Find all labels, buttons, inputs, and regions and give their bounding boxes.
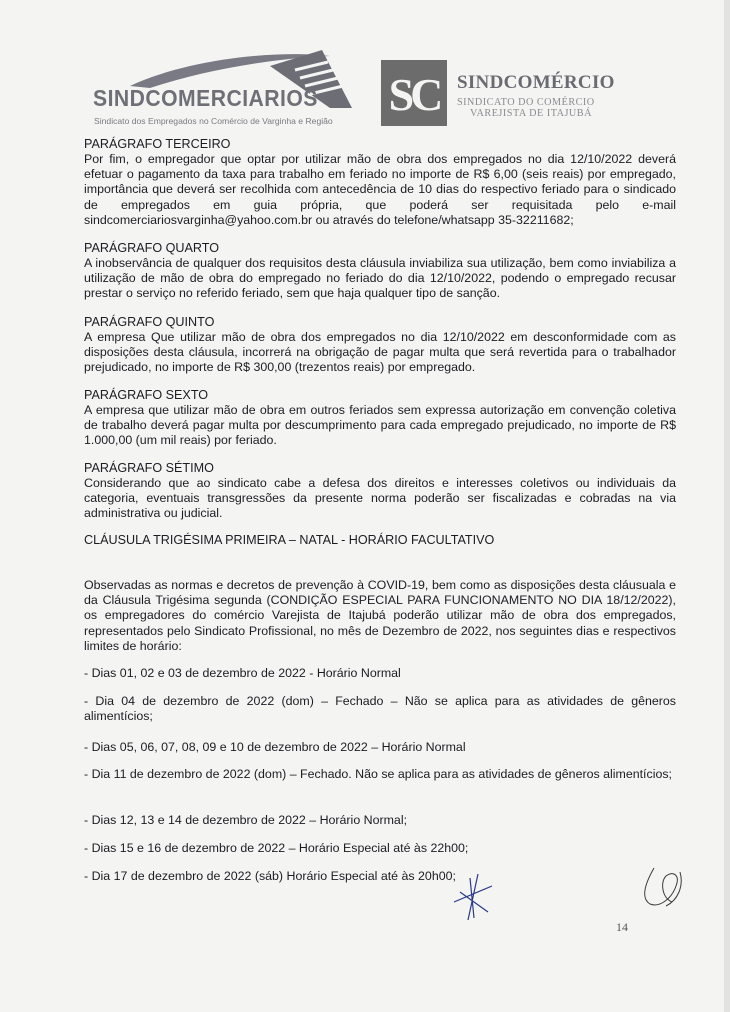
section-heading: PARÁGRAFO SÉTIMO [84, 461, 214, 475]
clause-body: Observadas as normas e decretos de prevenção à COVID-19, bem como as disposições desta cláusuala e da Cláusula Trigésima segunda (CONDIÇÃO ESPECIAL PARA FUNCIONAMENTO NO DIA 18/12/2022), os empregadores do comércio Varejista de Itajubá poderão utilizar mão de obra dos empregados, representados pelo Sindicato Profissional, no mês de Dezembro de 2022, nos seguintes dias e respectivos limites de horário: [84, 578, 676, 653]
schedule-item: - Dia 17 de dezembro de 2022 (sáb) Horário Especial até às 20h00; [84, 869, 456, 883]
section-body: A inobservância de qualquer dos requisitos desta cláusula inviabiliza sua utilização, bem como inviabiliza a utilização de mão de obra do empregado no feriado do dia 12/10/2022, podendo o empregado recusar prestar o serviço no referido feriado, sem que haja qualquer tipo de sanção. [84, 256, 676, 301]
schedule-item: - Dia 04 de dezembro de 2022 (dom) – Fechado – Não se aplica para as atividades de gêneros alimentícios; [84, 694, 676, 724]
schedule-item: - Dias 01, 02 e 03 de dezembro de 2022 - Horário Normal [84, 666, 401, 680]
section-body: A empresa que utilizar mão de obra em outros feriados sem expressa autorização em convenção coletiva de trabalho deverá pagar multa por descumprimento para cada empregado prejudicado, no importe de R$ 1.000,00 (um mil reais) por feriado. [84, 403, 676, 448]
left-logo-subtitle: Sindicato dos Empregados no Comércio de Varginha e Região [94, 116, 333, 126]
section-heading: PARÁGRAFO QUARTO [84, 241, 220, 255]
left-logo-name: SINDCOMERCIARIOS [93, 85, 318, 111]
section-body: Considerando que ao sindicato cabe a defesa dos direitos e interesses coletivos ou individuais da categoria, eventuais transgressões da presente norma poderão ser fiscalizadas e cobradas na via administrativa ou judicial. [84, 476, 676, 521]
right-logo-title: SINDCOMÉRCIO [457, 72, 615, 93]
section-heading: PARÁGRAFO TERCEIRO [84, 137, 231, 151]
initials-signature [636, 862, 690, 912]
section-body: A empresa Que utilizar mão de obra dos empregados no dia 12/10/2022 em desconformidade com as disposições desta cláusula, incorrerá na obrigação de pagar multa que será revertida para o trabalhador prejudicado, no importe de R$ 300,00 (trezentos reais) por empregado. [84, 330, 676, 375]
right-logo-subtitle-1: SINDICATO DO COMÉRCIO [457, 97, 595, 108]
schedule-item: - Dias 05, 06, 07, 08, 09 e 10 de dezembro de 2022 – Horário Normal [84, 740, 466, 754]
section-heading: PARÁGRAFO SEXTO [84, 388, 209, 402]
schedule-item: - Dias 15 e 16 de dezembro de 2022 – Horário Especial até às 22h00; [84, 841, 469, 855]
section-body: Por fim, o empregador que optar por utilizar mão de obra dos empregados no dia 12/10/2022 deverá efetuar o pagamento da taxa para trabalho em feriado no importe de R$ 6,00 (seis reais) por empregado, importância que deverá ser recolhida com antecedência de 10 dias do respectivo feriado para o sindicado de empregados em guia própria, que poderá ser requisitada pelo e-mail sindcomerciariosvarginha@yahoo.com.br ou através do telefone/whatsapp 35-32211682; [84, 152, 676, 227]
clause-title: CLÁUSULA TRIGÉSIMA PRIMEIRA – NATAL - HORÁRIO FACULTATIVO [84, 533, 495, 547]
right-logo-subtitle-2: VAREJISTA DE ITAJUBÁ [470, 108, 592, 119]
page-number: 14 [616, 920, 628, 934]
page-edge [724, 0, 730, 1012]
signature-rubric [448, 872, 508, 922]
sindcomerciarios-logo [90, 48, 360, 130]
sc-logo-letters: SC [388, 69, 440, 120]
section-heading: PARÁGRAFO QUINTO [84, 315, 215, 329]
schedule-item: - Dias 12, 13 e 14 de dezembro de 2022 – Horário Normal; [84, 813, 408, 827]
sc-logo-mark [381, 60, 447, 126]
schedule-item: - Dia 11 de dezembro de 2022 (dom) – Fechado. Não se aplica para as atividades de gêneros alimentícios; [84, 767, 672, 781]
